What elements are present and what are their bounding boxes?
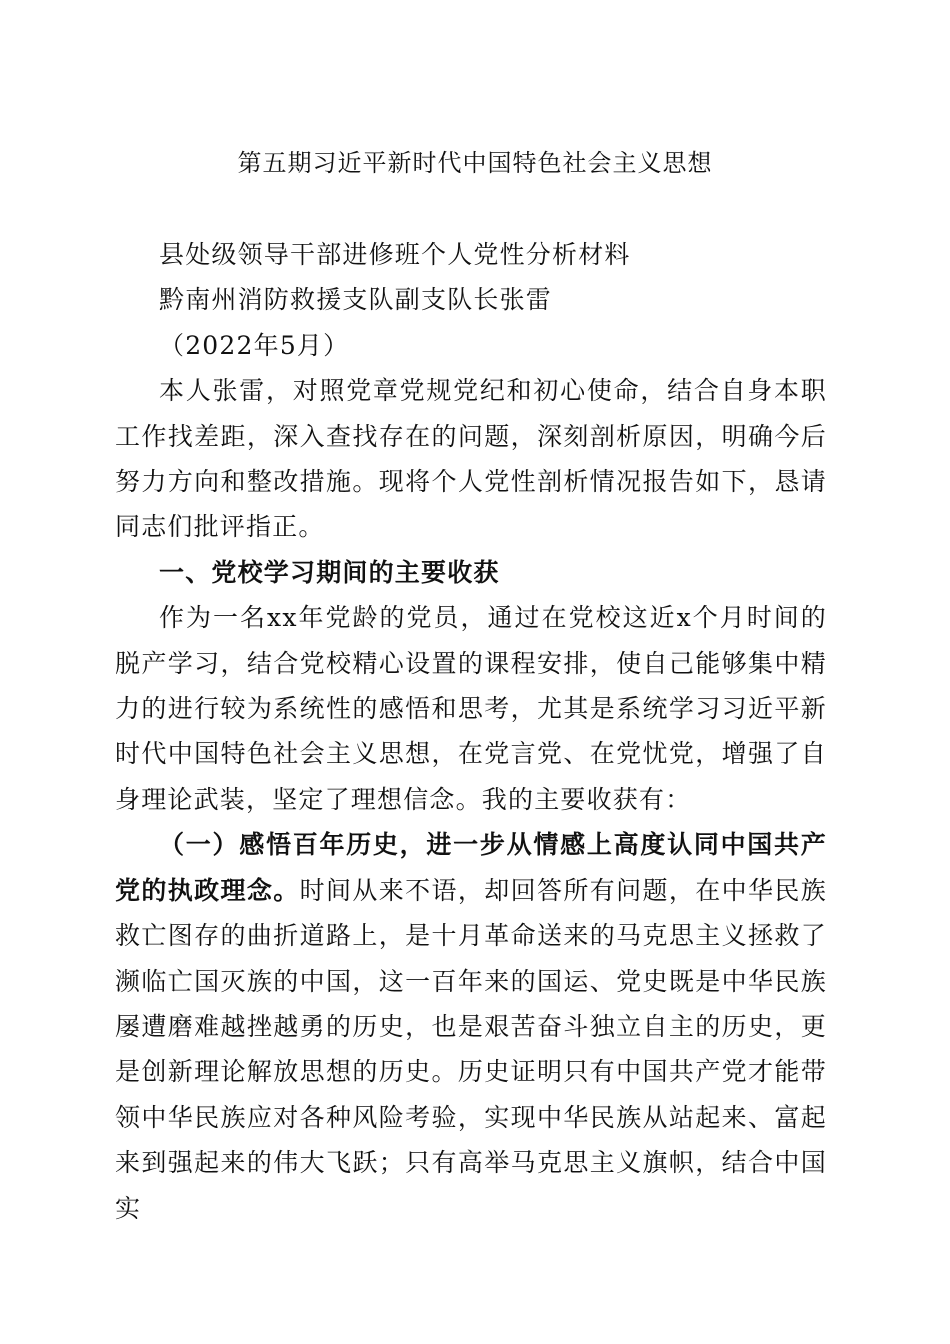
subsection-text: 时间从来不语，却回答所有问题，在中华民族救亡图存的曲折道路上，是十月革命送来的马克思主义拯救了濒临亡国灭族的中国，这一百年来的国运、党史既是中华民族屡遭磨难越挫越勇的历史，也是艰苦奋斗独立自主的历史，更是创新理论解放思想的历史。历史证明只有中国共产党才能带领中华民族应对各种风险考验，实现中华民族从站起来、富起来到强起来的伟大飞跃；只有高举马克思主义旗帜，结合中国实 <box>115 875 827 1223</box>
date-line: （2022年5月） <box>159 330 350 360</box>
section-paragraph: 作为一名xx年党龄的党员，通过在党校这近x个月时间的脱产学习，结合党校精心设置的课程安排，使自己能够集中精力的进行较为系统性的感悟和思考，尤其是系统学习习近平新时代中国特色社会主义思想，在党言党、在党忧党，增强了自身理论武装，坚定了理想信念。我的主要收获有： <box>115 603 827 814</box>
author-line: 黔南州消防救援支队副支队长张雷 <box>159 285 553 315</box>
subtitle-line: 县处级领导干部进修班个人党性分析材料 <box>159 240 631 269</box>
section-heading: 一、党校学习期间的主要收获 <box>159 557 500 587</box>
document-body <box>115 232 827 1231</box>
subsection-heading: （一）感悟百年历史，进一步从情感上高度认同中国共产党的执政理念。 <box>115 830 827 905</box>
intro-paragraph: 本人张雷，对照党章党规党纪和初心使命，结合自身本职工作找差距，深入查找存在的问题，深刻剖析原因，明确今后努力方向和整改措施。现将个人党性剖析情况报告如下，恳请同志们批评指正。 <box>115 376 827 542</box>
document-title: 第五期习近平新时代中国特色社会主义思想 <box>237 149 713 177</box>
subsection-paragraph <box>115 822 827 1231</box>
